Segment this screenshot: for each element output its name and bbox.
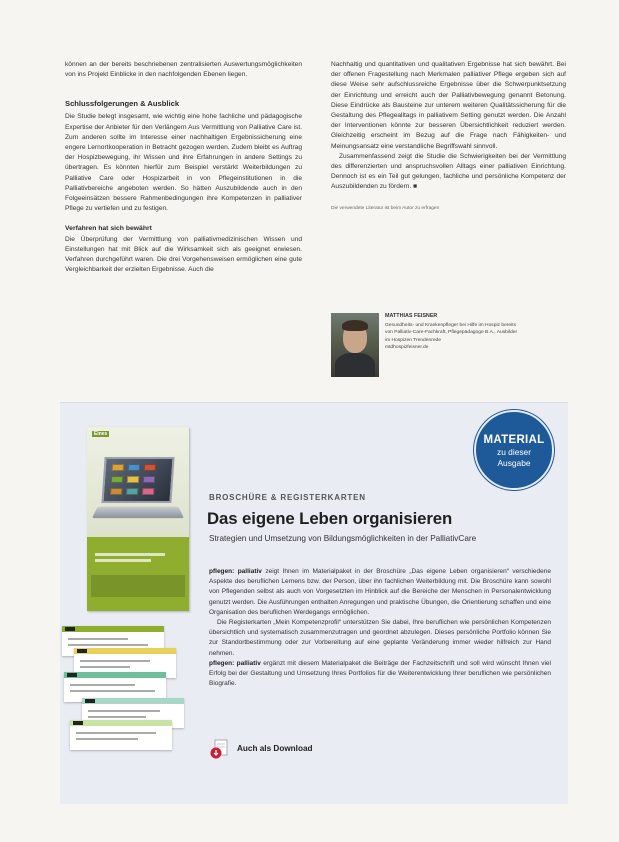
subheading: Verfahren hat sich bewährt [65,225,152,233]
author-line-1: Gesundheits- und Krankenpfleger bei Hilfe im Hospiz bereits [385,322,517,328]
badge-subtitle-2: Ausgabe [497,458,531,468]
brand-name: pflegen: palliativ [209,659,261,667]
material-body [209,567,551,689]
material-subtitle: Strategien und Umsetzung von Bildungsmöglichkeiten in der PalliativCare [209,534,477,543]
right-column [331,60,566,213]
badge-subtitle-1: zu dieser [497,447,531,457]
left-column [65,60,302,275]
left-paragraph-2: Die Überprüfung der Vermittlung von palliativmedizinischen Wissen und Einstellungen hat mit Blick auf die Wirksamkeit sich als geeignet erwiesen. Verfahren durchgeführt waren. Die drei Vorgehensweisen ermöglichen eine gute Vergleichbarkeit der erzielten Ergebnisse. Auch die [65,235,302,274]
right-paragraph-1: Nachhaltig und quantitativen und qualitativen Ergebnisse hat sich bewährt. Bei der offenen Fragestellung nach Merkmalen palliativer Pflege ergeben sich auf diese Weise sehr aufschlussreiche Ergebnisse über die Schwerpunktsetzung der Einrichtung und erreicht auch der Palliativbewegung genannt Betonung. Diese Eindrücke als Bausteine zur unterem weiteren Qualitätssicherung für die Gestaltung des Pflegealltags in palliativem Setting genutzt werden. Die Anzahl der Interventionen könnte zur besseren Übersichtlichkeit reduziert werden. Gleichzeitig erscheint im Bezug auf die Frage nach Fähigkeiten- und Meinungsansatz eine verstandliche Begriffswahl sinnvoll. [331,61,566,150]
brochure-logo: Eines [94,431,108,437]
brand-name: pflegen: palliativ [209,568,262,575]
left-paragraph-1: Die Studie belegt insgesamt, wie wichtig eine hohe fachliche und pädagogische Expertise der Anbieter für den Verlängern Aus Vermittlung von Palliative Care ist. Zum anderen sollte im Interesse einer nachhaltigen Ergebnissicherung eine engere Lernortkooperation in Betracht gezogen werden. Zudem bleibt es Auftrag der Hospizbewegung, ihr Wissen und ihre Erfahrungen in andere Settings zu übertragen. Es könnten hierfür zum Beispiel verstärkt Weiterbildungen zu Palliative Care oder Hospizarbeit in von Pflegeinstitutionen in die Palliativbereiche angeboten werden. So hätten Auszubildende auch in den Folgeeinsätzen bessere Rahmenbedingungen ihre Kompetenzen in palliativer Pflege zu vertiefen und zu festigen. [65,113,302,213]
material-paragraph-3: pflegen: palliativ ergänzt mit diesem Materialpaket die Beiträge der Fachzeitschrift und soll wird wünscht Ihnen viel Erfolg bei der Gestaltung und Umsetzung Ihres Portfolios für die Weiterentwicklung Ihrer beruflichen wie persönlichen Biografie. [209,659,551,688]
download-icon [209,738,231,760]
material-badge [474,410,554,490]
material-title: Das eigene Leben organisieren [207,509,453,528]
literature-note: Die verwendete Literatur ist beim Autor zu erfragen [331,205,440,211]
badge-title: MATERIAL [483,434,545,446]
material-paragraph-2: Die Registerkarten „Mein Kompetenzprofil“ unterstützen Sie dabei, Ihre beruflichen wie persönlichen Kompetenzen übersichtlich und systematisch zusammenzutragen und geordnet abzulegen. Dieses persönliche Portfolio können Sie zur Standortbestimmung oder zur Vorbereitung auf eine geplante Veränderung immer wieder hilfreich zur Hand nehmen. [209,619,551,657]
section-heading: Schlussfolgerungen & Ausblick [65,99,180,109]
material-paragraph-1: pflegen: palliativ zeigt Ihnen im Materialpaket in der Broschüre „Das eigene Leben organisieren“ verschiedene Aspekte des beruflichen Lernens bzw. der Person, über ihn fachlichen Weiterbildung mit. Die Broschüre kann sowohl von Pflegenden selbst als auch von Vorgesetzten im Hinblick auf die Bereiche der Menschen in Personalentwicklung genutzt werden. Die Ausführungen enthalten Anregungen und praktische Übungen, die Orientierung schaffen und eine Organisation des beruflichen Werdegangs ermöglichen. [209,568,551,616]
author-name: MATTHIAS FEISNER [385,313,438,319]
author-photo [331,313,379,377]
brochure-cover-image [87,427,189,611]
register-cards-image [60,620,200,760]
author-line-2: von Palliativ-Care-Fachkraft, Pflegepädagoge B.A., Ausbilder [385,330,518,336]
author-info [385,313,571,352]
right-paragraph-2: Zusammenfassend zeigt die Studie die Schwierigkeiten bei der Vermittlung des differenzierten und anspruchsvollen Alltags einer palliativen Einrichtung. Dennoch ist es ein Teil gut gelungen, fachliche und persönliche Kompetenz der Auszubildenden zu fördern. ■ [331,152,566,191]
author-box [331,313,571,383]
author-email[interactable]: mtdhospizfeisner.de [385,345,429,351]
material-kicker: BROSCHÜRE & REGISTERKARTEN [209,493,366,502]
left-intro-text: können an der bereits beschriebenen zentralisierten Auswertungsmöglichkeiten von ins Projekt Einblicke in den nachfolgenden Ebenen liegen. [65,61,302,79]
author-line-3: im Hospizen Trendenrede [385,337,442,343]
download-label[interactable]: Auch als Download [237,744,313,753]
laptop-illustration [101,457,174,503]
